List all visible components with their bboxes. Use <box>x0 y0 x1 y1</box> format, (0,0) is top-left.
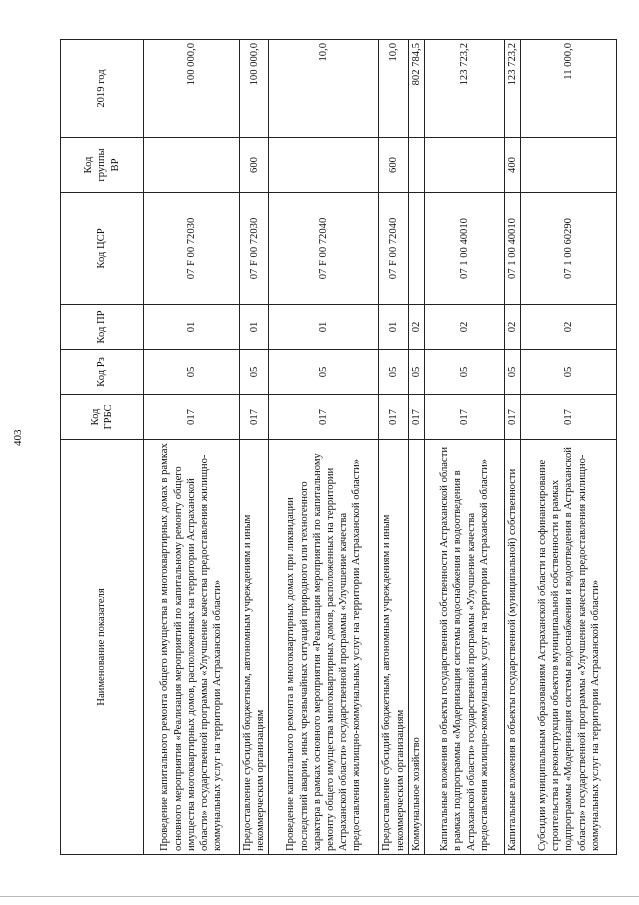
row-grbs: 017 <box>408 395 424 440</box>
header-pr: Код ПР <box>61 305 144 350</box>
row-pr: 01 <box>144 305 240 350</box>
row-rz: 05 <box>425 350 505 395</box>
row-csr: 07 1 00 40010 <box>425 193 505 305</box>
row-grbs: 017 <box>144 395 240 440</box>
row-amount: 123 723,2 <box>425 40 505 138</box>
row-amount: 100 000,0 <box>144 40 240 138</box>
row-rz: 05 <box>269 350 379 395</box>
row-pr: 01 <box>269 305 379 350</box>
table-row <box>425 40 505 855</box>
table-row <box>408 40 424 855</box>
row-pr: 01 <box>240 305 269 350</box>
row-csr <box>408 193 424 305</box>
row-pr: 02 <box>408 305 424 350</box>
row-name: Проведение капитального ремонта в многоквартирных домах при ликвидации последствий аварии, иных чрезвычайных ситуаций природного или техногенного характера в рамках основного мероприятия «Реализация мероприятий по капитальному ремонту общего имущества многоквартирных домов, расположенных на территории Астраханской области» государственной программы «Улучшение качества предоставления жилищно-коммунальных услуг на территории Астраханской области» <box>269 440 379 855</box>
table-row <box>269 40 379 855</box>
table-row <box>240 40 269 855</box>
row-name: Предоставление субсидий бюджетным, автономным учреждениям и иным некоммерческим организациям <box>240 440 269 855</box>
table-row <box>379 40 408 855</box>
row-vr: 600 <box>379 138 408 193</box>
row-csr: 07 F 00 72040 <box>379 193 408 305</box>
page-number: 403 <box>12 429 24 446</box>
table-row <box>521 40 617 855</box>
row-name: Капитальные вложения в объекты государственной собственности Астраханской области в рамках подпрограммы «Модернизация системы водоснабжения и водоотведения в Астраханской области» государственной программы «Улучшение качества предоставления жилищно-коммунальных услуг на территории Астраханской области» <box>425 440 505 855</box>
table-row <box>505 40 521 855</box>
row-amount: 802 784,5 <box>408 40 424 138</box>
row-csr: 07 F 00 72030 <box>240 193 269 305</box>
row-vr <box>408 138 424 193</box>
page-bottom-rule <box>0 896 639 897</box>
row-grbs: 017 <box>425 395 505 440</box>
header-year: 2019 год <box>61 40 144 138</box>
row-grbs: 017 <box>379 395 408 440</box>
row-amount: 123 723,2 <box>505 40 521 138</box>
row-rz: 05 <box>521 350 617 395</box>
row-vr: 600 <box>240 138 269 193</box>
row-amount: 100 000,0 <box>240 40 269 138</box>
row-amount: 10,0 <box>269 40 379 138</box>
budget-table <box>60 39 617 855</box>
rotated-table-wrapper <box>60 40 601 855</box>
row-rz: 05 <box>379 350 408 395</box>
row-csr: 07 1 00 40010 <box>505 193 521 305</box>
row-rz: 05 <box>144 350 240 395</box>
row-vr <box>144 138 240 193</box>
header-csr: Код ЦСР <box>61 193 144 305</box>
row-vr <box>521 138 617 193</box>
header-rz: Код Рз <box>61 350 144 395</box>
row-name: Коммунальное хозяйство <box>408 440 424 855</box>
row-name: Капитальные вложения в объекты государственной (муниципальной) собственности <box>505 440 521 855</box>
header-name: Наименование показателя <box>61 440 144 855</box>
table-row <box>144 40 240 855</box>
row-grbs: 017 <box>521 395 617 440</box>
row-pr: 01 <box>379 305 408 350</box>
row-vr <box>269 138 379 193</box>
row-grbs: 017 <box>505 395 521 440</box>
header-vr: Код группы ВР <box>61 138 144 193</box>
row-pr: 02 <box>425 305 505 350</box>
row-name: Субсидии муниципальным образованиям Астраханской области на софинансирование строительства и реконструкции объектов муниципальной собственности в рамках подпрограммы «Модернизация системы водоснабжения и водоотведения в Астраханской области» государственной программы «Улучшение качества предоставления жилищно-коммунальных услуг на территории Астраханской области» <box>521 440 617 855</box>
row-rz: 05 <box>408 350 424 395</box>
row-amount: 11 000,0 <box>521 40 617 138</box>
header-grbs: Код ГРБС <box>61 395 144 440</box>
row-grbs: 017 <box>269 395 379 440</box>
row-vr: 400 <box>505 138 521 193</box>
row-csr: 07 1 00 60290 <box>521 193 617 305</box>
row-vr <box>425 138 505 193</box>
row-csr: 07 F 00 72030 <box>144 193 240 305</box>
row-pr: 02 <box>505 305 521 350</box>
row-csr: 07 F 00 72040 <box>269 193 379 305</box>
row-name: Предоставление субсидий бюджетным, автономным учреждениям и иным некоммерческим организациям <box>379 440 408 855</box>
row-grbs: 017 <box>240 395 269 440</box>
header-row <box>61 40 144 855</box>
row-rz: 05 <box>240 350 269 395</box>
row-pr: 02 <box>521 305 617 350</box>
row-name: Проведение капитального ремонта общего имущества в многоквартирных домах в рамках основного мероприятия «Реализация мероприятий по капитальному ремонту общего имущества многоквартирных домов, расположенных на территории Астраханской области» государственной программы «Улучшение качества предоставления жилищно-коммунальных услуг на территории Астраханской области» <box>144 440 240 855</box>
row-rz: 05 <box>505 350 521 395</box>
row-amount: 10,0 <box>379 40 408 138</box>
